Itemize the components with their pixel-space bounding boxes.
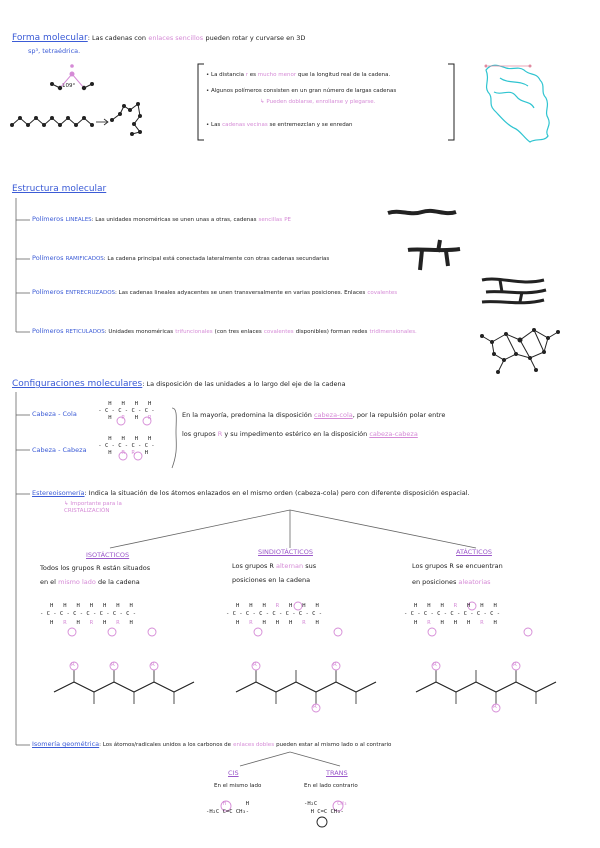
sindio-desc-2: posiciones en la cadena <box>232 576 311 584</box>
cis-formula: H H -H₂C C=C CH₃- <box>206 801 250 816</box>
iso-2d-chain: H H H H H H H - C - C - C - C - C - C - C - H R H R H R H <box>40 603 137 626</box>
config-explain-2: los grupos R y su impedimento estérico en la disposición cabeza-cabeza <box>182 430 418 438</box>
cabeza-cola-formula: H H H H - C - C - C - C - H R H R <box>95 401 155 422</box>
estereo-title: Estereoisomería <box>32 489 85 497</box>
config-title: Configuraciones moleculares <box>12 379 143 389</box>
sindio-r-2: R <box>313 704 317 710</box>
sindio-r-1: R <box>253 662 257 668</box>
bullet-2: • Algunos polímeros consisten en un gran número de largas cadenas <box>206 88 397 94</box>
trans-title: TRANS <box>326 769 348 777</box>
sindio-3d-chain <box>236 682 376 692</box>
cabeza-cabeza-formula: H H H H - C - C - C - C - H R R H <box>95 436 155 457</box>
forma-hybrid: sp³, tetraédrica. <box>28 47 81 55</box>
atac-title: ATÁCTICOS <box>456 548 492 556</box>
estructura-entrecruzados: Polímeros ENTRECRUZADOS: Las cadenas lineales adyacentes se unen transversalmente en varias posiciones. Enlaces covalentes <box>32 288 398 296</box>
iso-r-3: R <box>151 662 155 668</box>
forma-title: Forma molecular <box>12 33 88 43</box>
sindio-2d-chain: H H H R H H H - C - C - C - C - C - C - C - H R H H H R H <box>226 603 323 626</box>
forma-header: Forma molecular: Las cadenas con enlaces sencillos pueden rotar y curvarse en 3D <box>12 33 306 43</box>
iso-r-2: R <box>111 662 115 668</box>
config-explain-1: En la mayoría, predomina la disposición cabeza-cola, por la repulsión polar entre <box>182 411 446 419</box>
linear-polymer-icon <box>388 211 456 213</box>
network-polymer-icon <box>482 330 558 372</box>
tangled-chain <box>486 65 549 142</box>
atac-3d-chain <box>416 682 556 692</box>
trans-formula: -H₂C CH₃ H C=C CH₃- <box>304 801 348 816</box>
cis-title: CIS <box>228 769 239 777</box>
estructura-title: Estructura molecular <box>12 184 107 194</box>
sindio-desc-1: Los grupos R alternan sus <box>232 562 317 570</box>
estructura-reticulados: Polímeros RETICULADOS: Unidades monoméricas trifuncionales (con tres enlaces covalentes disponibles) forman redes tridimensionales. <box>32 327 417 335</box>
iso-desc-1: Todos los grupos R están situados <box>40 564 151 572</box>
trans-desc: En el lado contrario <box>304 783 358 789</box>
cis-desc: En el mismo lado <box>214 783 262 789</box>
atac-r-2: R <box>493 704 497 710</box>
bullet-2-subnote: ↳ Pueden doblarse, enrollarse y plegarse. <box>260 99 376 105</box>
sindio-r-3: R <box>333 662 337 668</box>
sindio-title: SINDIOTÁCTICOS <box>258 548 313 556</box>
atac-2d-chain: H H H R H H H - C - C - C - C - C - C - C - H R H H H R H <box>404 603 501 626</box>
estructura-connector <box>16 198 30 332</box>
iso-title: ISOTÁCTICOS <box>86 551 130 559</box>
estereo-note: ↳ Importante para la CRISTALIZACIÓN <box>64 501 122 514</box>
atac-r-3: R <box>513 662 517 668</box>
iso-desc-2: en el mismo lado de la cadena <box>40 578 140 586</box>
bullet-3: • Las cadenas vecinas se entremezclan y se enredan <box>206 122 353 128</box>
iso-r-1: R <box>71 662 75 668</box>
bullet-1: • La distancia r es mucho menor que la longitud real de la cadena. <box>206 72 391 78</box>
atac-r-1: R <box>433 662 437 668</box>
iso-3d-chain <box>54 682 194 692</box>
geo-line: Isomería geométrica: Los átomos/radicales unidos a los carbonos de enlaces dobles pueden estar al mismo lado o al contrario <box>32 740 392 748</box>
crosslinked-polymer-icon <box>482 279 546 303</box>
forma-angle: 109° <box>62 83 76 89</box>
estructura-ramificados: Polímeros RAMIFICADOS: La cadena principal está conectada lateralmente con otras cadenas secundarias <box>32 254 330 262</box>
cabeza-cabeza-label: Cabeza - Cabeza <box>32 446 87 454</box>
atac-desc-1: Los grupos R se encuentran <box>412 562 503 570</box>
zigzag-chain <box>10 102 142 136</box>
forma-highlight: enlaces sencillos <box>148 34 204 42</box>
atac-desc-2: en posiciones aleatorias <box>412 578 491 586</box>
cabeza-cola-label: Cabeza - Cola <box>32 410 77 418</box>
estereo-line: Estereoisomería: Indica la situación de los átomos enlazados en el mismo orden (cabeza-cola) pero con diferente disposición espacial. <box>32 489 470 497</box>
estructura-lineales: Polímeros LINEALES: Las unidades monoméricas se unen unas a otras, cadenas sencillas PE <box>32 215 291 223</box>
branched-polymer-icon <box>408 240 460 270</box>
config-header: Configuraciones moleculares: La disposición de las unidades a lo largo del eje de la cadena <box>12 379 346 389</box>
geo-title: Isomería geométrica <box>32 740 100 748</box>
